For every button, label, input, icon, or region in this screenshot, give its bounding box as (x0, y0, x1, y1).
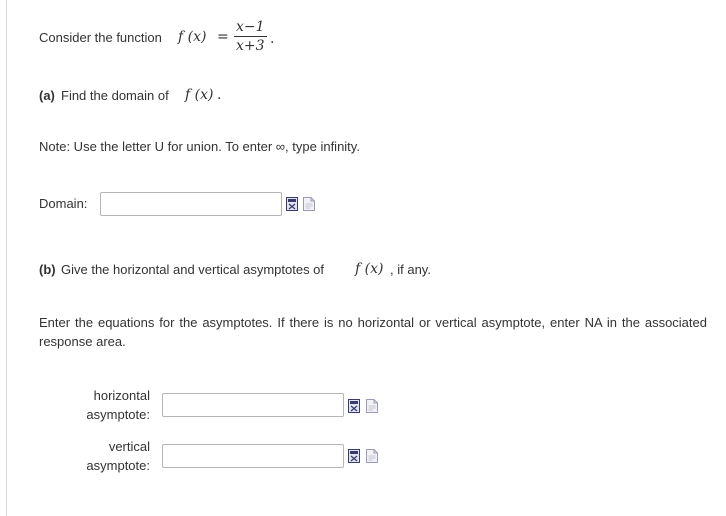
question-period: . (270, 31, 275, 47)
domain-label: Domain: (39, 196, 88, 211)
equation-editor-icon[interactable] (348, 399, 360, 413)
equation-editor-icon[interactable] (348, 449, 360, 463)
part-a-function: f (x) (185, 87, 214, 103)
function-fraction (234, 19, 267, 54)
part-a-label: (a) (39, 88, 55, 103)
horizontal-label-line2: asymptote: (86, 407, 150, 422)
part-a-note: Note: Use the letter U for union. To enter ∞, type infinity. (39, 139, 360, 154)
horizontal-asymptote-input[interactable] (162, 393, 344, 417)
horizontal-label-line1: horizontal (93, 388, 150, 403)
function-lhs: f (x) (178, 29, 207, 45)
part-a-period: . (217, 87, 222, 103)
part-a-text: Find the domain of (61, 88, 169, 103)
preview-document-icon[interactable] (303, 197, 315, 211)
part-b-text-end: , if any. (390, 262, 431, 277)
part-b-instructions: Enter the equations for the asymptotes. If there is no horizontal or vertical asymptote, enter NA in the associated response area. (39, 315, 707, 349)
fraction-bar (234, 36, 267, 37)
preview-document-icon[interactable] (366, 449, 378, 463)
vertical-asymptote-input[interactable] (162, 444, 344, 468)
vertical-label-line2: asymptote: (86, 458, 150, 473)
fraction-numerator: x−1 (236, 19, 265, 35)
left-border (6, 0, 7, 516)
domain-input[interactable] (100, 192, 282, 216)
equals-sign: = (217, 29, 229, 45)
part-b-text: Give the horizontal and vertical asymptotes of (61, 262, 325, 277)
fraction-denominator: x+3 (236, 38, 265, 54)
vertical-asymptote-label (60, 437, 150, 475)
part-b-label: (b) (39, 262, 56, 277)
horizontal-asymptote-label (60, 386, 150, 424)
vertical-label-line1: vertical (108, 439, 150, 454)
preview-document-icon[interactable] (366, 399, 378, 413)
equation-editor-icon[interactable] (286, 197, 298, 211)
part-b-function: f (x) (355, 261, 384, 277)
question-intro: Consider the function (39, 30, 162, 45)
